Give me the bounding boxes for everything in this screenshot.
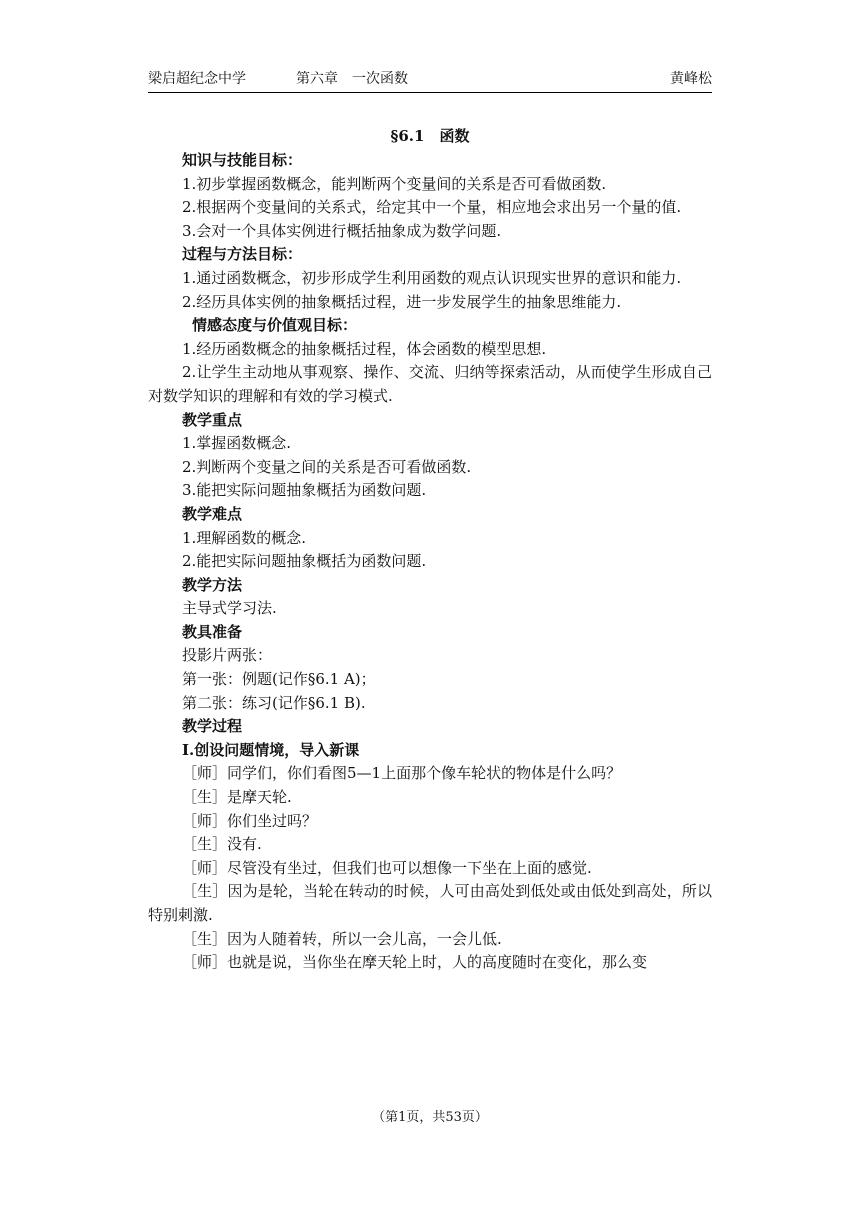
- page-footer: （第1页，共53页）: [372, 1110, 488, 1125]
- method-item: 主导式学习法.: [182, 599, 277, 618]
- document-page: [148, 66, 712, 1146]
- dialogue-line: ［生］因为是轮，当轮在转动的时候，人可由高处到低处或由低处到高处，所以特别刺激.: [148, 882, 712, 924]
- dialogue-line: ［生］没有.: [182, 835, 262, 854]
- page-header: [148, 66, 712, 93]
- process-item: 1.通过函数概念，初步形成学生利用函数的观点认识现实世界的意识和能力.: [182, 268, 682, 287]
- dialogue-line: ［生］因为人随着转，所以一会儿高，一会儿低.: [182, 929, 502, 948]
- header-school: 梁启超纪念中学: [148, 71, 246, 87]
- knowledge-item: 2.根据两个变量间的关系式，给定其中一个量，相应地会求出另一个量的值.: [182, 198, 682, 217]
- key-point-item: 2.判断两个变量之间的关系是否可看做函数.: [182, 457, 472, 476]
- teaching-process-subheading: Ⅰ.创设问题情境，导入新课: [182, 740, 360, 759]
- header-author: 黄峰松: [670, 71, 712, 87]
- key-point-item: 1.掌握函数概念.: [182, 434, 292, 453]
- teaching-process-heading: 教学过程: [182, 717, 243, 736]
- difficulty-item: 2.能把实际问题抽象概括为函数问题.: [182, 552, 427, 571]
- document-body: [148, 149, 712, 975]
- section-title: §6.1 函数: [390, 127, 470, 145]
- emotion-item: 1.经历函数概念的抽象概括过程，体会函数的模型思想.: [182, 339, 547, 358]
- dialogue-line: ［师］也就是说，当你坐在摩天轮上时，人的高度随时在变化，那么变: [182, 953, 648, 972]
- tools-item: 第一张：例题(记作§6.1 A)；: [182, 670, 376, 689]
- key-point-item: 3.能把实际问题抽象概括为函数问题.: [182, 481, 427, 500]
- knowledge-item: 3.会对一个具体实例进行概括抽象成为数学问题.: [182, 221, 502, 240]
- tools-item: 第二张：练习(记作§6.1 B).: [182, 693, 366, 712]
- process-item: 2.经历具体实例的抽象概括过程，进一步发展学生的抽象思维能力.: [182, 292, 622, 311]
- knowledge-heading: 知识与技能目标：: [182, 151, 303, 169]
- method-heading: 教学方法: [182, 575, 243, 594]
- header-chapter: 第六章 一次函数: [296, 71, 408, 87]
- key-points-heading: 教学重点: [182, 410, 243, 429]
- process-heading: 过程与方法目标：: [182, 245, 303, 264]
- emotion-heading: 情感态度与价值观目标：: [192, 316, 358, 335]
- dialogue-line: ［师］同学们，你们看图5—1上面那个像车轮状的物体是什么吗？: [182, 764, 622, 783]
- difficulty-heading: 教学难点: [182, 504, 243, 523]
- tools-heading: 教具准备: [182, 622, 243, 641]
- dialogue-line: ［师］尽管没有坐过，但我们也可以想像一下坐在上面的感觉.: [182, 858, 592, 877]
- dialogue-line: ［生］是摩天轮.: [182, 788, 292, 807]
- emotion-item: 2.让学生主动地从事观察、操作、交流、归纳等探索活动，从而使学生形成自己对数学知识的理解和有效的学习模式.: [148, 363, 712, 405]
- knowledge-item: 1.初步掌握函数概念，能判断两个变量间的关系是否可看做函数.: [182, 174, 607, 193]
- dialogue-line: ［师］你们坐过吗？: [182, 811, 318, 830]
- tools-item: 投影片两张：: [182, 646, 273, 665]
- difficulty-item: 1.理解函数的概念.: [182, 528, 307, 547]
